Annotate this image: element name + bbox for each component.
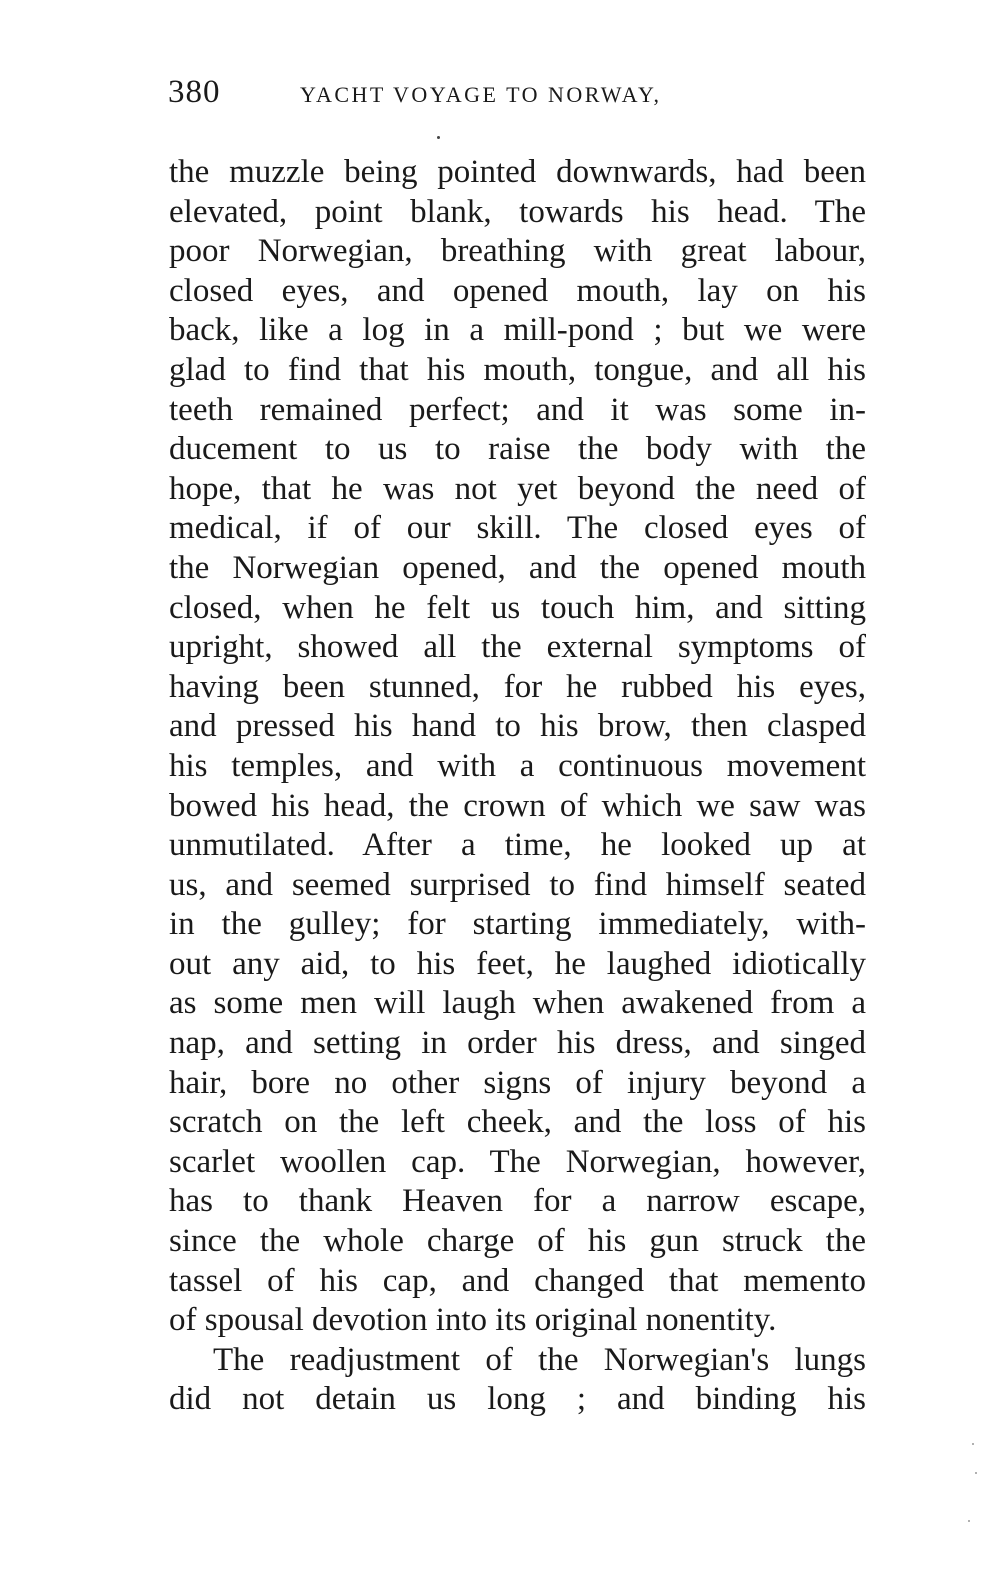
text-line: glad to find that his mouth, tongue, and all his: [169, 351, 866, 388]
text-line: the muzzle being pointed downwards, had been: [169, 154, 866, 190]
text-line: poor Norwegian, breathing with great labour,: [169, 233, 866, 270]
text-line: elevated, point blank, towards his head. The: [169, 193, 866, 230]
text-line: closed, when he felt us touch him, and sitting: [169, 589, 866, 626]
text-line: did not detain us long ; and binding his: [169, 1381, 866, 1418]
text-line: The readjustment of the Norwegian's lungs: [213, 1341, 866, 1378]
margin-speck: [972, 1443, 974, 1445]
text-line: out any aid, to his feet, he laughed idiotically: [169, 945, 866, 982]
margin-speck: [968, 1520, 970, 1522]
text-line: and pressed his hand to his brow, then clasped: [169, 708, 866, 745]
text-line: closed eyes, and opened mouth, lay on his: [169, 272, 866, 309]
text-line: scratch on the left cheek, and the loss of his: [169, 1104, 866, 1141]
text-line: us, and seemed surprised to find himself seated: [169, 866, 866, 903]
text-line: back, like a log in a mill-pond ; but we were: [169, 312, 866, 349]
text-line: tassel of his cap, and changed that memento: [169, 1262, 866, 1299]
body-text: [169, 153, 866, 1420]
text-line: hair, bore no other signs of injury beyond a: [169, 1064, 866, 1101]
text-line: medical, if of our skill. The closed eyes of: [169, 510, 866, 547]
page-number: 380: [168, 74, 221, 110]
text-line: of spousal devotion into its original nonentity.: [169, 1302, 777, 1339]
text-line: as some men will laugh when awakened from a: [169, 985, 866, 1022]
text-line: since the whole charge of his gun struck the: [169, 1223, 866, 1260]
text-line: has to thank Heaven for a narrow escape,: [169, 1183, 866, 1220]
text-line: having been stunned, for he rubbed his eyes,: [169, 668, 866, 705]
text-line: in the gulley; for starting immediately, with-: [169, 906, 866, 943]
stray-dot: [437, 136, 440, 139]
text-line: ducement to us to raise the body with the: [169, 431, 866, 468]
text-line: scarlet woollen cap. The Norwegian, however,: [169, 1143, 866, 1180]
text-line: the Norwegian opened, and the opened mouth: [169, 549, 866, 586]
text-line: upright, showed all the external symptoms of: [169, 629, 866, 666]
text-line: teeth remained perfect; and it was some in-: [169, 391, 866, 428]
text-line: unmutilated. After a time, he looked up at: [169, 827, 866, 864]
running-head: [168, 74, 868, 114]
margin-speck: [975, 1472, 977, 1474]
running-title: YACHT VOYAGE TO NORWAY,: [300, 82, 662, 107]
text-line: hope, that he was not yet beyond the need of: [169, 470, 866, 507]
text-line: his temples, and with a continuous movement: [169, 747, 866, 784]
text-line: nap, and setting in order his dress, and singed: [169, 1025, 866, 1062]
text-line: bowed his head, the crown of which we saw was: [169, 787, 866, 824]
